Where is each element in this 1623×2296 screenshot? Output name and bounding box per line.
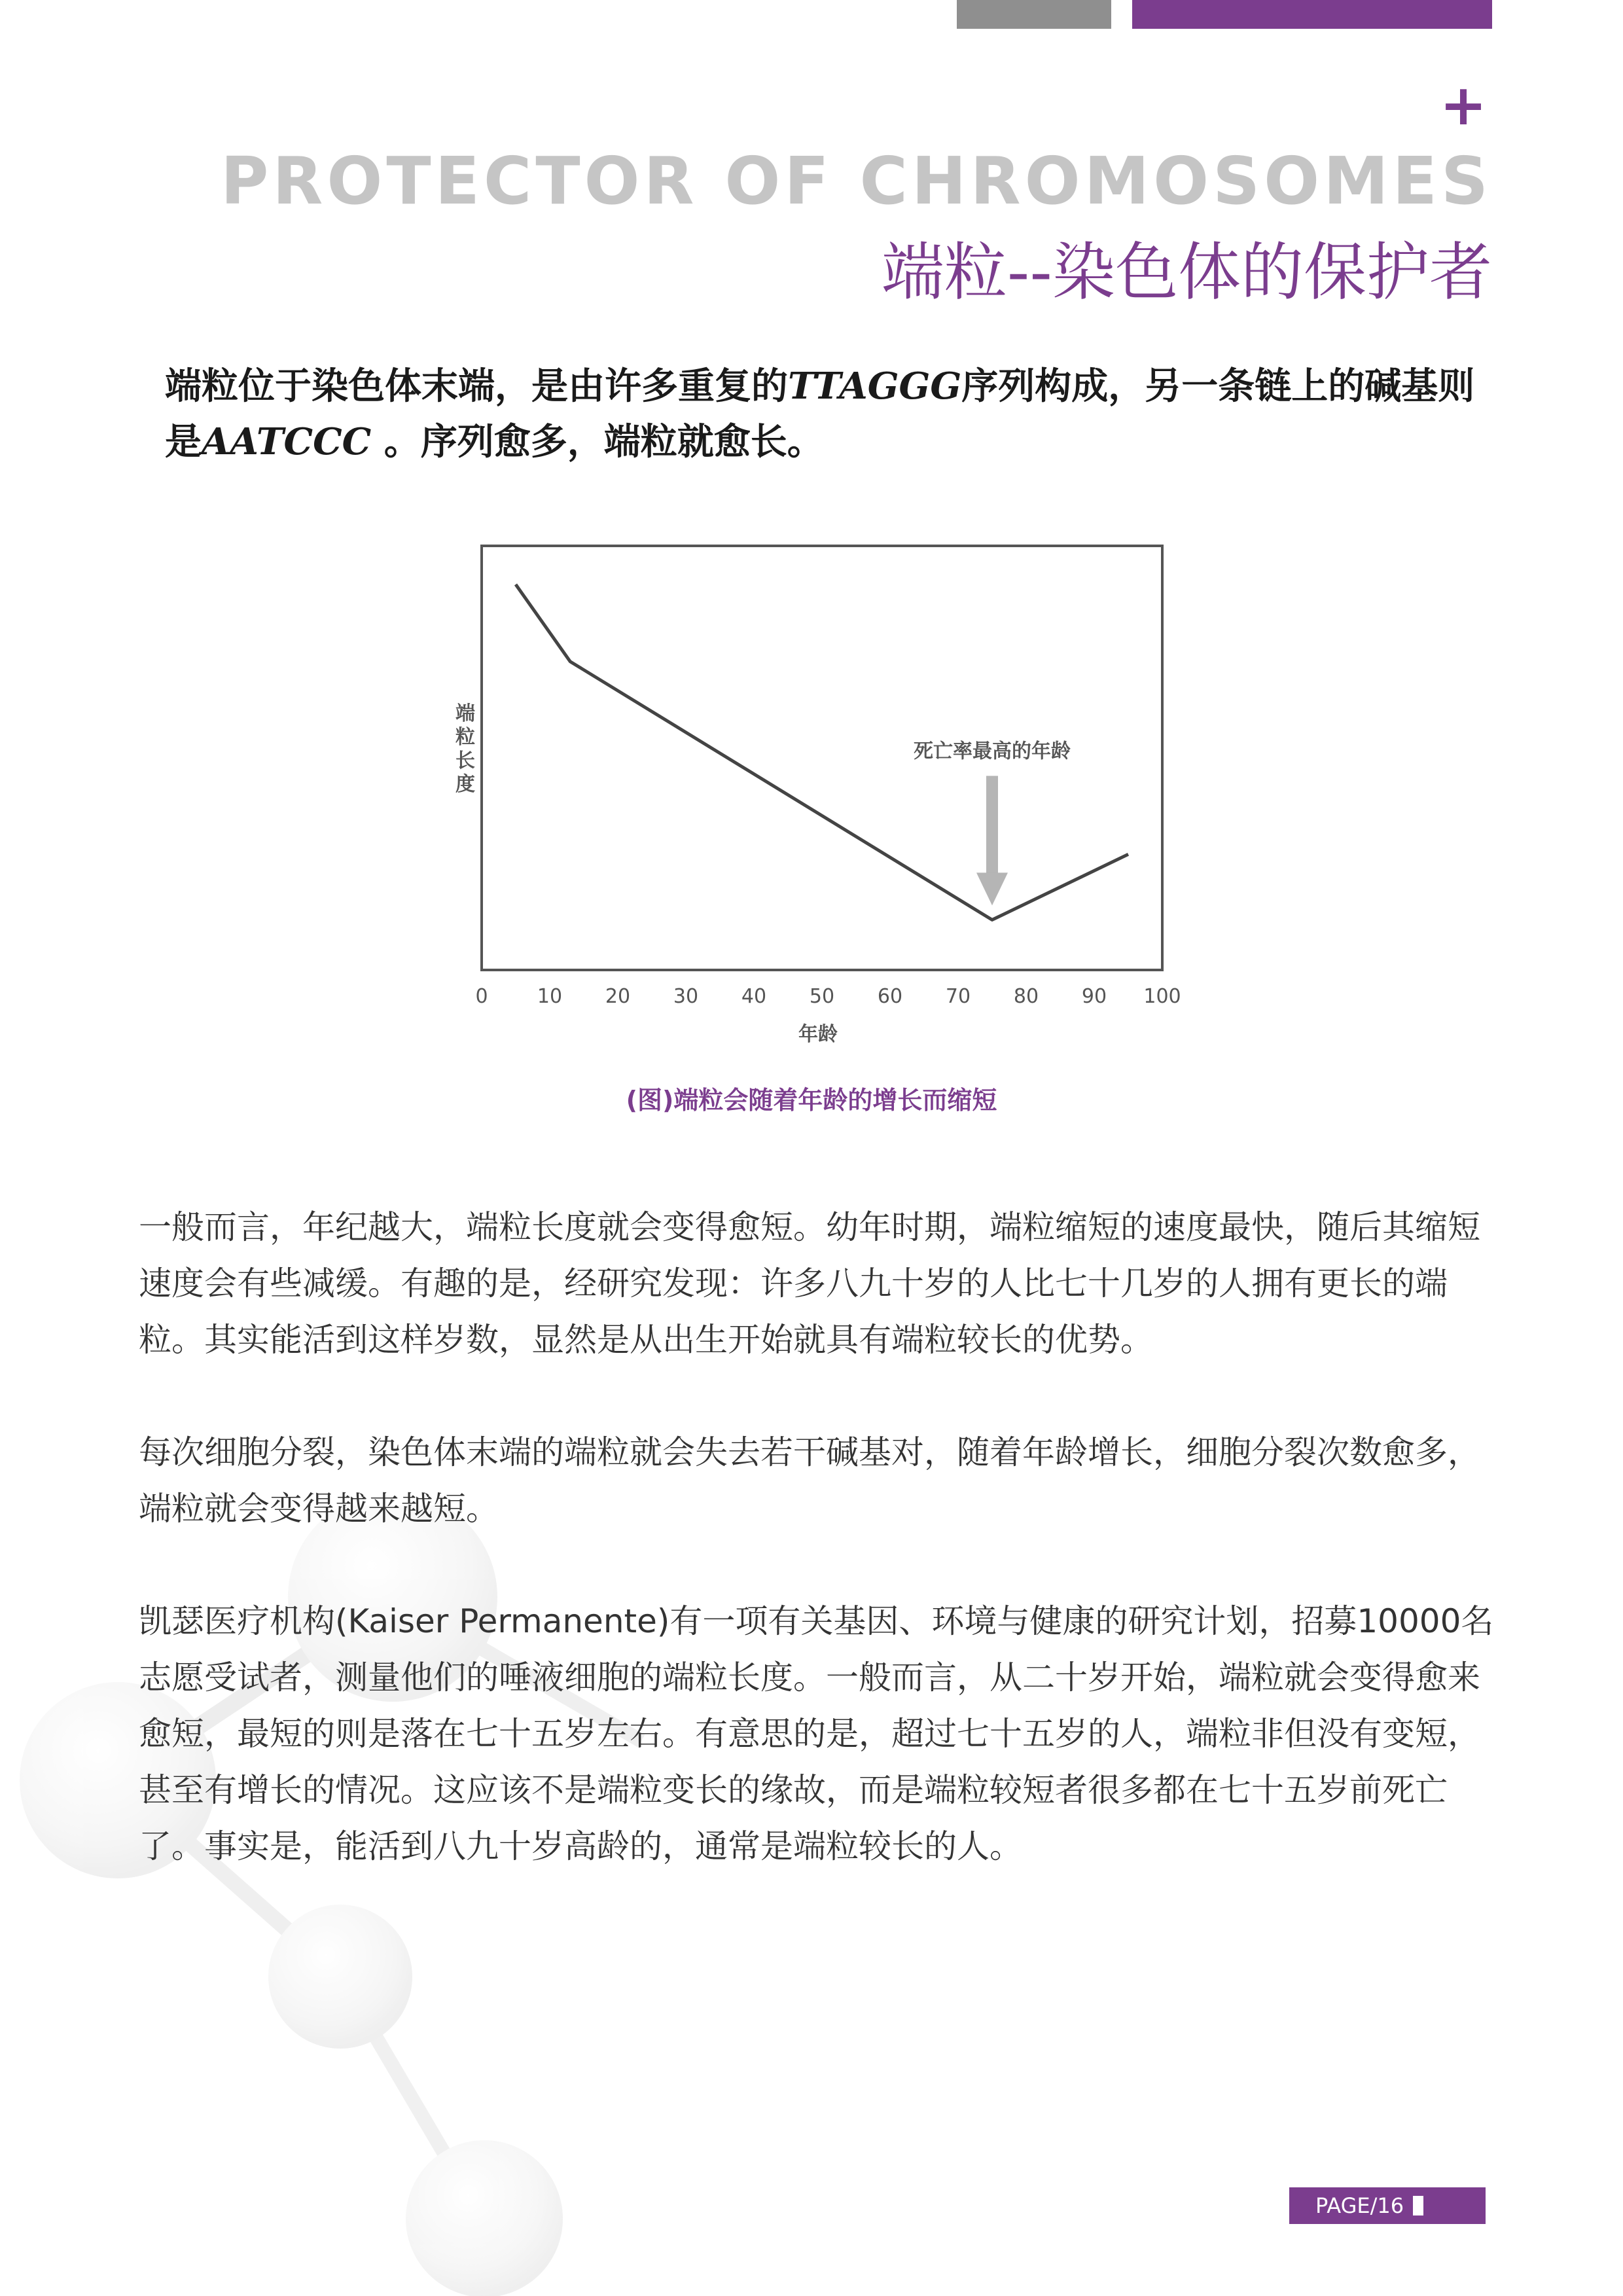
x-tick-label: 50 [809,985,835,1008]
x-tick-label: 30 [673,985,699,1008]
sequence-aatccc: AATCCC [202,420,372,463]
body-paragraph-2: 每次细胞分裂，染色体末端的端粒就会失去若干碱基对，随着年龄增长，细胞分裂次数愈多， 端粒就会变得越来越短。 [139,1433,1480,1528]
x-tick-label: 40 [741,985,767,1008]
page-number-badge [1289,2187,1486,2224]
annotation-arrow-shaft [986,776,998,874]
chart-svg [432,537,1217,1073]
telomere-length-chart [432,537,1217,1076]
body-paragraph-3: 凯瑟医疗机构(Kaiser Permanente)有一项有关基因、环境与健康的研究计划，招募10000名志愿受试者，测量他们的唾液细胞的端粒长度。一般而言，从二十岁开始，端粒就会变得愈来愈短，最短的则是落在七十五岁左右。有意思的是，超过七十五岁的人，端粒非但没有变短，甚至有增长的情况。这应该不是端粒变长的缘故，而是端粒较短者很多都在七十五岁前死亡了。事实是，能活到八九十岁高龄的，通常是端粒较长的人。 [139,1602,1494,1865]
sequence-ttaggg: TTAGGG [788,365,962,408]
annotation-label: 死亡率最高的年龄 [914,740,1071,763]
x-tick-label: 10 [537,985,563,1008]
x-tick-label: 100 [1143,985,1181,1008]
x-tick-label: 0 [475,985,488,1008]
figure-caption: (图)端粒会随着年龄的增长而缩短 [626,1086,997,1115]
x-tick-label: 20 [605,985,631,1008]
plus-icon: + [1439,73,1487,138]
x-tick-label: 70 [945,985,971,1008]
y-axis-label: 端粒长度 [455,702,475,796]
intro-text-3: 。序列愈多，端粒就愈长。 [371,421,824,463]
page-title-chinese: 端粒--染色体的保护者 [881,236,1492,309]
intro-paragraph [165,359,1500,470]
page-number-label: PAGE/16 [1315,2193,1404,2218]
x-tick-label: 60 [877,985,903,1008]
page-marker-icon [1413,2196,1423,2215]
x-axis-label: 年龄 [798,1023,838,1046]
intro-text-2: 序列构成，另一条链上的碱基则是 [165,365,1475,463]
body-paragraph-1: 一般而言，年纪越大，端粒长度就会变得愈短。幼年时期，端粒缩短的速度最快，随后其缩短速度会有些减缓。有趣的是，经研究发现：许多八九十岁的人比七十几岁的人拥有更长的端粒。其实能活到这样岁数，显然是从出生开始就具有端粒较长的优势。 [139,1208,1480,1359]
header-bar-gray [957,0,1111,29]
annotation-arrow-head [976,872,1008,905]
header-bar-purple [1132,0,1492,29]
page-title-english: PROTECTOR OF CHROMOSOMES [221,143,1492,219]
intro-text-1: 端粒位于染色体末端，是由许多重复的 [165,365,788,408]
x-tick-label: 80 [1013,985,1039,1008]
x-tick-label: 90 [1081,985,1107,1008]
